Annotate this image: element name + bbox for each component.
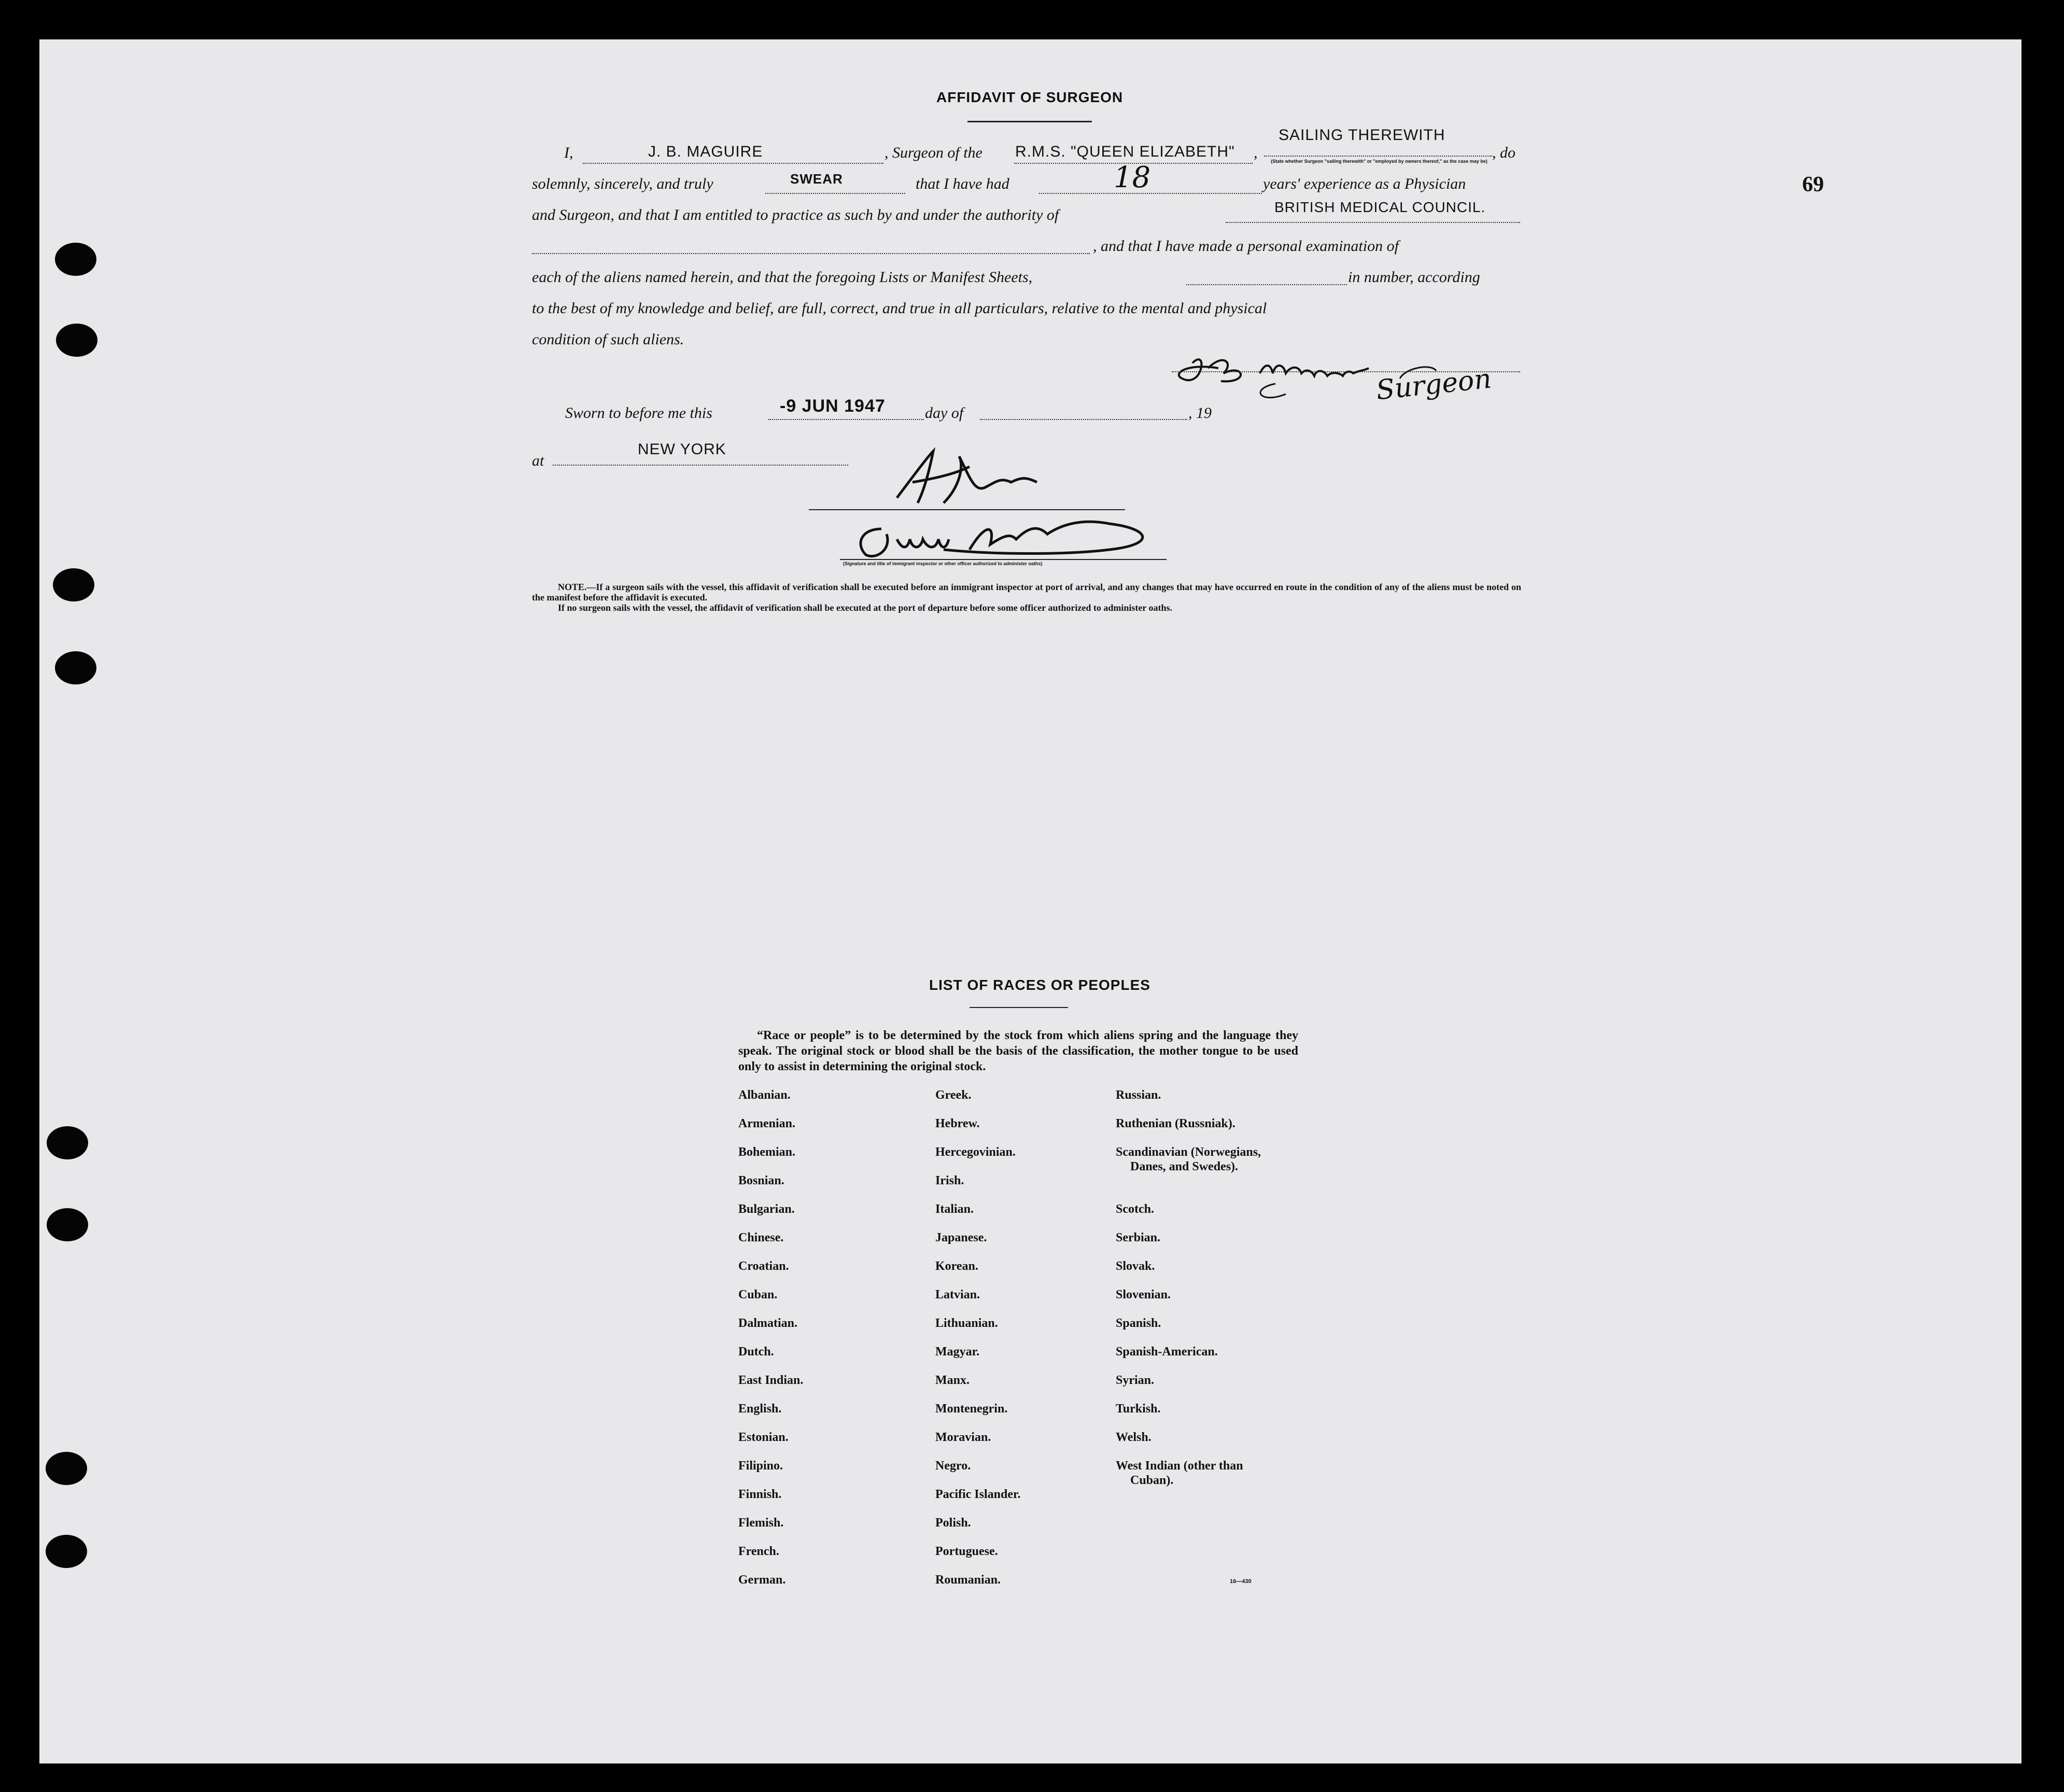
race-item: Italian. (935, 1202, 974, 1216)
race-item: Spanish. (1116, 1317, 1161, 1330)
oath-blank (765, 193, 905, 194)
surgeon-name: J. B. MAGUIRE (648, 143, 763, 160)
race-item: Hebrew. (935, 1117, 980, 1130)
binder-hole (56, 324, 97, 357)
race-item: German. (738, 1573, 786, 1587)
authority-value: BRITISH MEDICAL COUNCIL. (1274, 199, 1486, 215)
inspector-signature-line (809, 509, 1125, 510)
capacity-instruction: (State whether Surgeon "sailing therewith" or "employed by owners thereof," as the case may be) (1271, 159, 1487, 164)
race-item: Negro. (935, 1459, 971, 1473)
vessel-name: R.M.S. "QUEEN ELIZABETH" (1015, 143, 1235, 160)
line3-prefix: and Surgeon, and that I am entitled to practice as such by and under the authority of (532, 206, 1059, 223)
race-item: Pacific Islander. (935, 1488, 1021, 1501)
race-item: Serbian. (1116, 1231, 1161, 1244)
line2-end: years' experience as a Physician (1263, 175, 1466, 192)
place-blank (553, 465, 848, 466)
line5-prefix: each of the aliens named herein, and that the foregoing Lists or Manifest Sheets, (532, 269, 1033, 286)
race-item: Japanese. (935, 1231, 987, 1244)
at-prefix: at (532, 452, 544, 469)
inspector-signature (881, 446, 1110, 513)
race-item: Lithuanian. (935, 1317, 998, 1330)
sworn-prefix: Sworn to before me this (565, 404, 712, 422)
race-item: Scotch. (1116, 1202, 1154, 1216)
race-item: Latvian. (935, 1288, 980, 1301)
race-item: Dutch. (738, 1345, 774, 1359)
race-item: English. (738, 1402, 782, 1416)
races-title-underline (970, 1007, 1068, 1008)
line7: condition of such aliens. (532, 331, 684, 348)
note-paragraph-2: If no surgeon sails with the vessel, the affidavit of verification shall be executed at the port of departure before some officer authorized to administer oaths. (558, 603, 1173, 613)
race-item: Cuban. (738, 1288, 778, 1301)
race-item: Armenian. (738, 1117, 795, 1130)
race-item: West Indian (other than (1116, 1459, 1243, 1473)
surgeon-capacity: SAILING THEREWITH (1279, 127, 1445, 144)
race-item: Hercegovinian. (935, 1145, 1016, 1159)
name-blank (583, 163, 883, 164)
sworn-mid: day of (925, 404, 964, 422)
officer-caption: (Signature and title of immigrant inspector or other officer authorized to administer oaths) (843, 561, 1043, 566)
officer-signature-line (840, 559, 1167, 560)
title-underline (967, 121, 1092, 122)
race-item: Turkish. (1116, 1402, 1161, 1416)
sworn-end: , 19 (1188, 404, 1212, 422)
line2-mid: that I have had (916, 175, 1009, 192)
race-item: Scandinavian (Norwegians, (1116, 1145, 1261, 1159)
oath-word: SWEAR (790, 171, 843, 187)
surgeon-label: Surgeon (1374, 363, 1493, 407)
race-item: Montenegrin. (935, 1402, 1008, 1416)
race-item: Portuguese. (935, 1545, 998, 1558)
binder-hole (55, 243, 96, 276)
authority-continued-blank (532, 253, 1090, 254)
race-item: Finnish. (738, 1488, 782, 1501)
race-item: Polish. (935, 1516, 971, 1530)
binder-hole (46, 1452, 87, 1485)
place-value: NEW YORK (638, 441, 726, 458)
race-item: Dalmatian. (738, 1317, 797, 1330)
race-item: Spanish-American. (1116, 1345, 1218, 1359)
race-item: Korean. (935, 1259, 978, 1273)
line2-prefix: solemnly, sincerely, and truly (532, 175, 713, 192)
race-item: Danes, and Swedes). (1130, 1160, 1239, 1173)
years-value: 18 (1114, 161, 1151, 194)
race-item: Syrian. (1116, 1374, 1155, 1387)
note-paragraph-1: NOTE.—If a surgeon sails with the vessel, this affidavit of verification shall be executed before an immigrant inspector at port of arrival, and any changes that may have occurred en route in the condition of any of the aliens must be noted on the manifest before the affidavit is executed. (532, 582, 1521, 603)
race-item: Cuban). (1130, 1474, 1174, 1487)
race-item: Bulgarian. (738, 1202, 795, 1216)
race-item: Albanian. (738, 1088, 791, 1102)
race-item: Welsh. (1116, 1431, 1152, 1444)
race-item: Manx. (935, 1374, 970, 1387)
affidavit-title: AFFIDAVIT OF SURGEON (936, 89, 1124, 105)
races-title: LIST OF RACES OR PEOPLES (929, 977, 1150, 993)
race-item: Estonian. (738, 1431, 789, 1444)
sworn-date: -9 JUN 1947 (780, 396, 886, 416)
race-item: Bohemian. (738, 1145, 796, 1159)
race-item: Slovak. (1116, 1259, 1155, 1273)
binder-hole (47, 1208, 88, 1241)
sheets-blank (1186, 284, 1347, 285)
race-item: Greek. (935, 1088, 972, 1102)
race-item: Irish. (935, 1174, 964, 1187)
races-intro: “Race or people” is to be determined by the stock from which aliens spring and the language they speak. The original stock or blood shall be the basis of the classification, the mother tongue to be used only to assist in determining the original stock. (738, 1029, 1298, 1073)
form-code: 16—430 (1230, 1578, 1252, 1585)
line5-end: in number, according (1348, 269, 1480, 286)
binder-hole (46, 1535, 87, 1568)
race-item: Ruthenian (Russniak). (1116, 1117, 1235, 1130)
line6: to the best of my knowledge and belief, are full, correct, and true in all particulars, relative to the mental and physical (532, 300, 1267, 317)
line4-end: , and that I have made a personal examination of (1093, 237, 1399, 255)
race-item: Croatian. (738, 1259, 789, 1273)
race-item: French. (738, 1545, 779, 1558)
sworn-date-blank (768, 419, 924, 420)
line1-comma: , (1254, 144, 1258, 161)
capacity-blank (1264, 156, 1492, 157)
line1-mid: , Surgeon of the (884, 144, 982, 161)
race-item: Russian. (1116, 1088, 1161, 1102)
line1-end: , do (1492, 144, 1515, 161)
race-item: Bosnian. (738, 1174, 784, 1187)
binder-hole (53, 568, 94, 601)
line1-prefix: I, (564, 144, 573, 161)
race-item: Magyar. (935, 1345, 980, 1359)
document-sheet (39, 39, 2021, 1763)
sworn-month-blank (980, 419, 1187, 420)
page-number: 69 (1802, 173, 1824, 197)
authority-blank (1226, 222, 1520, 223)
race-item: Flemish. (738, 1516, 784, 1530)
race-item: Filipino. (738, 1459, 783, 1473)
race-item: Slovenian. (1116, 1288, 1171, 1301)
race-item: Roumanian. (935, 1573, 1001, 1587)
binder-hole (47, 1126, 88, 1159)
race-item: East Indian. (738, 1374, 804, 1387)
binder-hole (55, 651, 96, 684)
race-item: Moravian. (935, 1431, 991, 1444)
race-item: Chinese. (738, 1231, 784, 1244)
